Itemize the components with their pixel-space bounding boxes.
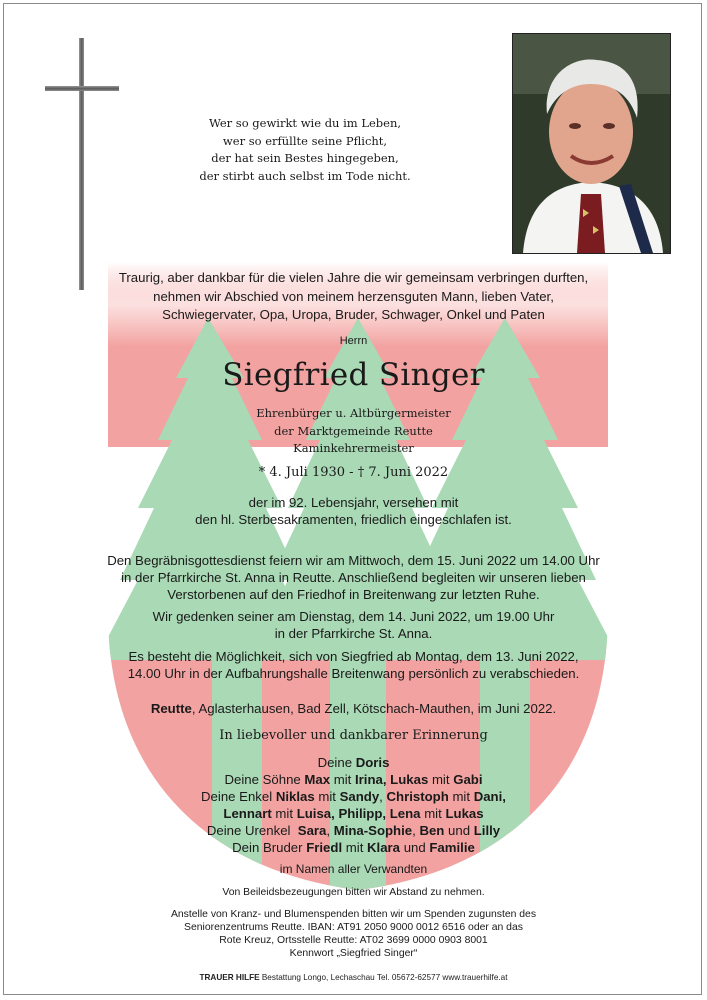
title-line: der Marktgemeinde Reutte xyxy=(274,424,433,438)
family-conj: mit xyxy=(420,806,446,821)
places-bold: Reutte xyxy=(150,701,192,716)
poem-line: Wer so gewirkt wie du im Leben, xyxy=(208,116,402,130)
passing-line: der im 92. Lebensjahr, versehen mit xyxy=(248,495,459,510)
cross-icon-beam xyxy=(45,86,119,91)
family-name: Lennart xyxy=(223,806,272,821)
funeral-line: in der Pfarrkirche St. Anna in Reutte. Anschließend begleiten wir unseren lieben xyxy=(121,570,586,585)
family-conj: mit xyxy=(330,772,355,787)
family-label: Deine Enkel xyxy=(201,789,276,804)
poem-line: der hat sein Bestes hingegeben, xyxy=(211,151,399,165)
family-name: Dani, xyxy=(473,789,506,804)
family-name: Irina, Lukas xyxy=(354,772,429,787)
family-label: Dein Bruder xyxy=(232,840,307,855)
family-name: Max xyxy=(304,772,331,787)
salutation: Herrn xyxy=(339,335,368,347)
funeral-line: Den Begräbnisgottesdienst feiern wir am Mittwoch, dem 15. Juni 2022 um 14.00 Uhr xyxy=(107,553,600,568)
prayer-line: Wir gedenken seiner am Dienstag, dem 14. Juni 2022, um 19.00 Uhr xyxy=(152,609,555,624)
family-name: Ben xyxy=(419,823,445,838)
deceased-name: Siegfried Singer xyxy=(222,357,485,393)
family-wife xyxy=(0,755,707,770)
viewing-line: Es besteht die Möglichkeit, sich von Siegfried ab Montag, dem 13. Juni 2022, xyxy=(128,649,579,664)
family-grandkids xyxy=(0,789,707,804)
condolence-note: Von Beileidsbezeugungen bitten wir Abstand zu nehmen. xyxy=(222,887,485,898)
intro-line: nehmen wir Abschied von meinem herzensguten Mann, lieben Vater, xyxy=(153,289,554,304)
family-conj: mit xyxy=(314,789,340,804)
family-name: Sandy xyxy=(339,789,380,804)
family-label: Deine xyxy=(317,755,356,770)
title-line: Kaminkehrermeister xyxy=(293,441,414,455)
family-name: Sara xyxy=(297,823,327,838)
family-name: Niklas xyxy=(275,789,315,804)
intro-line: Schwiegervater, Opa, Uropa, Bruder, Schwager, Onkel und Paten xyxy=(162,307,545,322)
family-greatgrandkids xyxy=(0,823,707,838)
family-name: Luisa, Philipp, Lena xyxy=(296,806,421,821)
remembrance: In liebevoller und dankbarer Erinnerung xyxy=(219,728,488,743)
viewing-line: 14.00 Uhr in der Aufbahrungshalle Breitenwang persönlich zu verabschieden. xyxy=(127,666,580,681)
life-dates: * 4. Juli 1930 - † 7. Juni 2022 xyxy=(258,465,449,480)
footer xyxy=(0,973,707,982)
intro-line: Traurig, aber dankbar für die vielen Jahre die wir gemeinsam verbringen durften, xyxy=(118,270,589,285)
relatives: im Namen aller Verwandten xyxy=(279,862,428,876)
places-line xyxy=(0,701,707,716)
prayer-line: in der Pfarrkirche St. Anna. xyxy=(274,626,433,641)
family-conj: und xyxy=(444,823,474,838)
family-name: Friedl xyxy=(306,840,343,855)
passing-line: den hl. Sterbesakramenten, friedlich eingeschlafen ist. xyxy=(195,512,512,527)
donation-line: Rote Kreuz, Ortsstelle Reutte: AT02 3699 0000 0903 8001 xyxy=(219,935,488,946)
portrait-photo xyxy=(512,33,671,254)
footer-brand: TRAUER HILFE xyxy=(199,973,260,982)
family-brother xyxy=(0,840,707,855)
family-name: Gabi xyxy=(453,772,483,787)
donation-line: Kennwort „Siegfried Singer“ xyxy=(289,948,418,959)
family-label: Deine Urenkel xyxy=(206,823,298,838)
poem-line: der stirbt auch selbst im Tode nicht. xyxy=(199,168,411,183)
cross-icon xyxy=(79,38,84,290)
family-conj: mit xyxy=(448,789,474,804)
family-conj: , xyxy=(379,789,387,804)
family-conj: und xyxy=(400,840,430,855)
family-conj: , xyxy=(412,823,420,838)
family-conj: mit xyxy=(428,772,454,787)
family-name: Klara xyxy=(367,840,401,855)
family-name: Doris xyxy=(355,755,390,770)
funeral-line: Verstorbenen auf den Friedhof in Breitenwang zur letzten Ruhe. xyxy=(167,587,540,602)
poem-line: wer so erfüllte seine Pflicht, xyxy=(222,133,388,148)
family-sons xyxy=(0,772,707,787)
places-rest: , Aglasterhausen, Bad Zell, Kötschach-Mauthen, im Juni 2022. xyxy=(191,701,557,716)
family-conj: , xyxy=(326,823,334,838)
family-name: Familie xyxy=(429,840,475,855)
family-name: Lilly xyxy=(473,823,501,838)
family-name: Lukas xyxy=(445,806,484,821)
family-conj: mit xyxy=(271,806,297,821)
family-grandkids-2 xyxy=(0,806,707,821)
family-label: Deine Söhne xyxy=(224,772,305,787)
family-name: Mina-Sophie xyxy=(333,823,413,838)
footer-contact: Bestattung Longo, Lechaschau Tel. 05672-62577 www.trauerhilfe.at xyxy=(259,973,508,982)
donation-line: Seniorenzentrums Reutte. IBAN: AT91 2050 9000 0012 6516 oder an das xyxy=(184,922,523,933)
family-conj: mit xyxy=(342,840,368,855)
donation-line: Anstelle von Kranz- und Blumenspenden bitten wir um Spenden zugunsten des xyxy=(170,909,537,920)
title-line: Ehrenbürger u. Altbürgermeister xyxy=(256,406,451,420)
family-name: Christoph xyxy=(386,789,449,804)
poem xyxy=(180,115,430,185)
